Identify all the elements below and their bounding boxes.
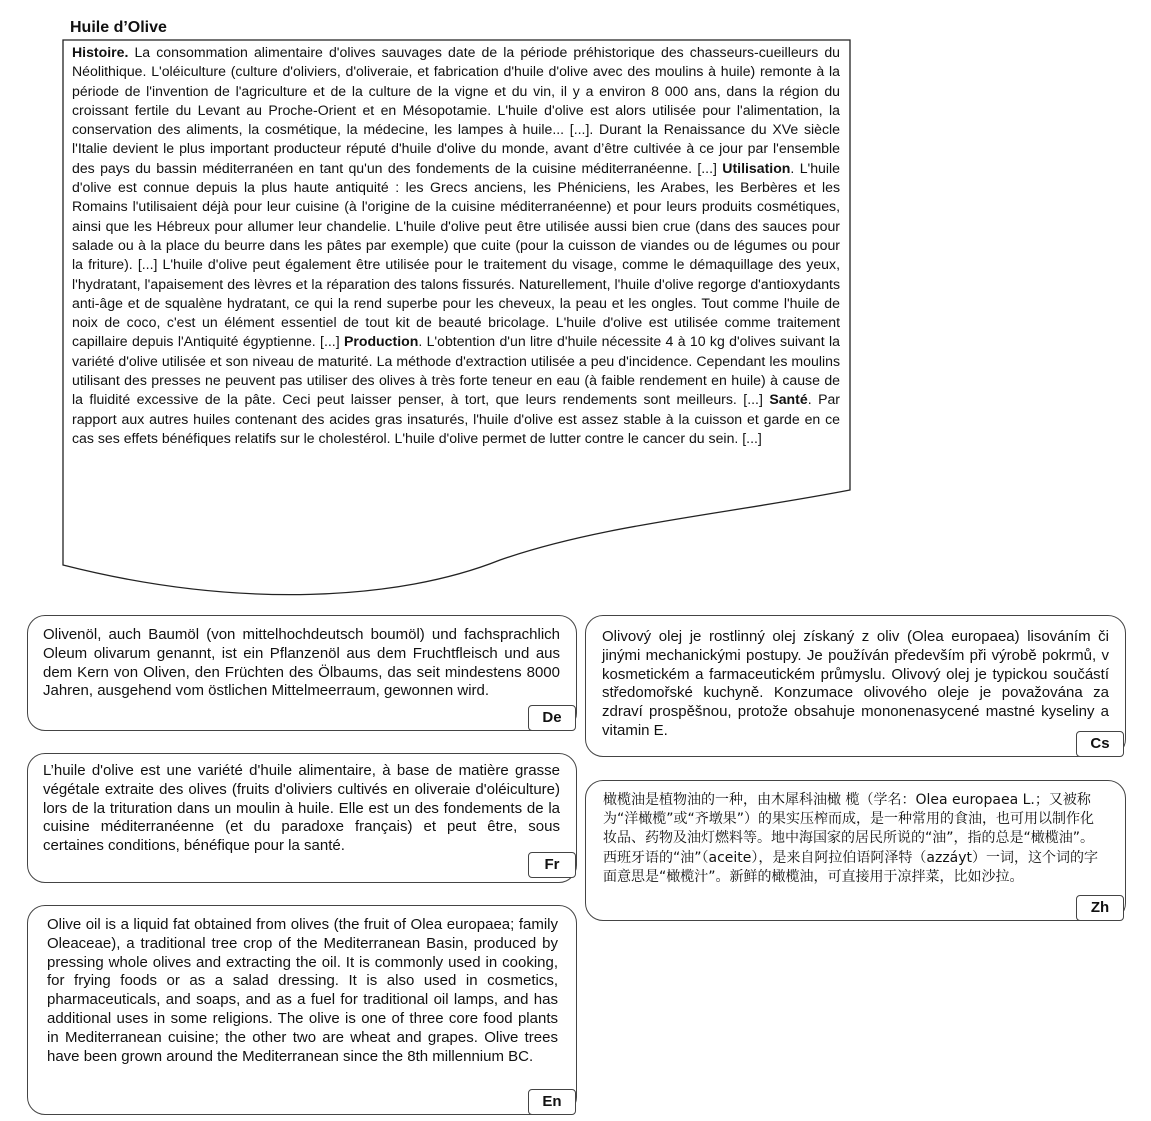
czech-card [585,615,1126,757]
chinese-card [585,780,1126,921]
french-card-text: L’huile d'olive est une variété d'huile alimentaire, à base de matière grasse végétale extraite des olives (fruits d'oliviers cultivés en oliveraie d'oléiculture) lors de la trituration dans un moulin à huile. Elle est un des fondements de la cuisine méditerranéenne (et du paradoxe français) et peut être, sous certaines conditions, bénéfique pour la santé. [43,762,560,855]
english-card [27,905,577,1115]
czech-card-text: Olivový olej je rostlinný olej získaný z oliv (Olea europaea) lisováním či jinými mechanickými postupy. Je používán především při výrobě pokrmů, v kosmetickém a farmaceutickém průmyslu. Olivový olej je typickou součástí středomořské kuchyně. Konzumace olivového oleje je považována za zdraví prospěšnou, protože obsahuje mononenasycené mastné kyseliny a vitamin E. [602,628,1109,739]
section-heading-utilisation: Utilisation [722,159,791,176]
czech-language-tag: Cs [1076,731,1124,757]
section-text-sante: . Par rapport aux autres huiles contenant des acides gras insaturés, l'huile d'olive est assez stable à la cuisson et garde en ce cas ses effets bénéfiques relatifs sur le cholestérol. L'huile d'olive permet de lutter contre le cancer du sein. [...] [72,391,840,446]
german-card [27,615,577,731]
german-card-text: Olivenöl, auch Baumöl (von mittelhochdeutsch boumöl) und fachsprachlich Oleum olivarum genannt, ist ein Pflanzenöl aus dem Fruchtfleisch und aus dem Kern von Oliven, den Früchten des Ölbaums, das seit mindestens 8000 Jahren, ausgehend vom östlichen Mittelmeerraum, gewonnen wird. [43,626,560,700]
section-heading-histoire: Histoire. [72,44,129,60]
chinese-card-text: 橄榄油是植物油的一种，由木犀科油橄 榄（学名：Olea europaea L.；又被称为“洋橄榄”或“齐墩果”）的果实压榨而成，是一种常用的食油，也可用以制作化 妆品、药物及油灯燃料等。地中海国家的居民所说的“油”，指的总是“橄榄油”。西班牙语的“油”（aceite），是来自阿拉伯语阿泽特（azzáyt）一词，这个词的字面意思是“橄榄汁”。新鲜的橄榄油，可直接用于凉拌菜，比如沙拉。 [603,792,1099,885]
english-language-tag: En [528,1089,576,1115]
english-card-text: Olive oil is a liquid fat obtained from olives (the fruit of Olea europaea; family Oleaceae), a traditional tree crop of the Mediterranean Basin, produced by pressing whole olives and extracting the oil. It is commonly used in cooking, for frying foods or as a salad dressing. It is also used in cosmetics, pharmaceuticals, and soaps, and as a fuel for traditional oil lamps, and has additional uses in some religions. The olive is one of three core food plants in Mediterranean cuisine; the other two are wheat and grapes. Olive trees have been grown around the Mediterranean since the 8th millennium BC. [47,916,558,1065]
section-heading-sante: Santé [769,391,808,408]
chinese-language-tag: Zh [1076,895,1124,921]
section-text-utilisation: . L'huile d'olive est connue depuis la plus haute antiquité : les Grecs anciens, les Phéniciens, les Arabes, les Berbères et les Romains l'utilisaient déjà pour leur cuisine (à l'origine de la cuisine méditerranéenne) et pour leurs produits cosmétiques, ainsi que les Hébreux pour allumer leur chandelie. L'huile d'olive peut être utilisée aussi bien crue (dans des sauces pour salade ou à la place du beurre dans les pâtes par exemple) que cuite (pour la cuisson de viandes ou de légumes ou pour la friture). [...] L'huile d'olive peut également être utilisée pour le traitement du visage, comme le démaquillage des yeux, l'hydratant, l'apaisement des lèvres et la réparation des talons fissurés. Naturellement, l'huile d'olive regorge d'antioxydants anti-âge et de squalène hydratant, ce qui la rend superbe pour les cheveux, la peau et les ongles. Tout comme l'huile de noix de coco, c'est un élément essentiel de tout kit de beauté bricolage. L'huile d'olive est utilisée comme traitement capillaire depuis l'Antiquité égyptienne. [...] [72,159,840,350]
german-language-tag: De [528,705,576,731]
french-card [27,753,577,883]
section-text-production: . L'obtention d'un litre d'huile nécessite 4 à 10 kg d'olives suivant la variété d'olive utilisée et son niveau de maturité. La méthode d'extraction utilisée a peu d'incidence. Cependant les moulins utilisant des presses ne peuvent pas utiliser des olives à très forte teneur en eau (à faible rendement en huile) à cause de la fluidité excessive de la pâte. Ceci peut laisser penser, à tort, que leurs rendements sont meilleurs. [...] [72,333,840,408]
french-language-tag: Fr [528,852,576,878]
section-text-histoire: La consommation alimentaire d'olives sauvages date de la période préhistorique des chasseurs-cueilleurs du Néolithique. L'oléiculture (culture d'oliviers, d'oliveraie, et fabrication d'huile d'olive avec des moulins à huile) remonte à la période de l'invention de l'agriculture et de la culture de la vigne et du vin, il y a environ 8 000 ans, dans la région du croissant fertile du Levant au Proche-Orient et en Mésopotamie. L'huile d'olive est alors utilisée pour l'alimentation, la conservation des aliments, la cosmétique, la médecine, les lampes à huile... [...]. Durant la Renaissance du XVe siècle l'Italie devient le plus important producteur réputé d'huile d'olive du monde, avant d’être cultivée à ce jour par l'ensemble des pays du bassin méditerranéen en tant qu'un des fondements de la cuisine méditerranéenne. [...] [72,44,840,176]
page-title: Huile d’Olive [70,19,167,36]
main-article-text [72,43,840,448]
section-heading-production: Production [343,333,419,350]
